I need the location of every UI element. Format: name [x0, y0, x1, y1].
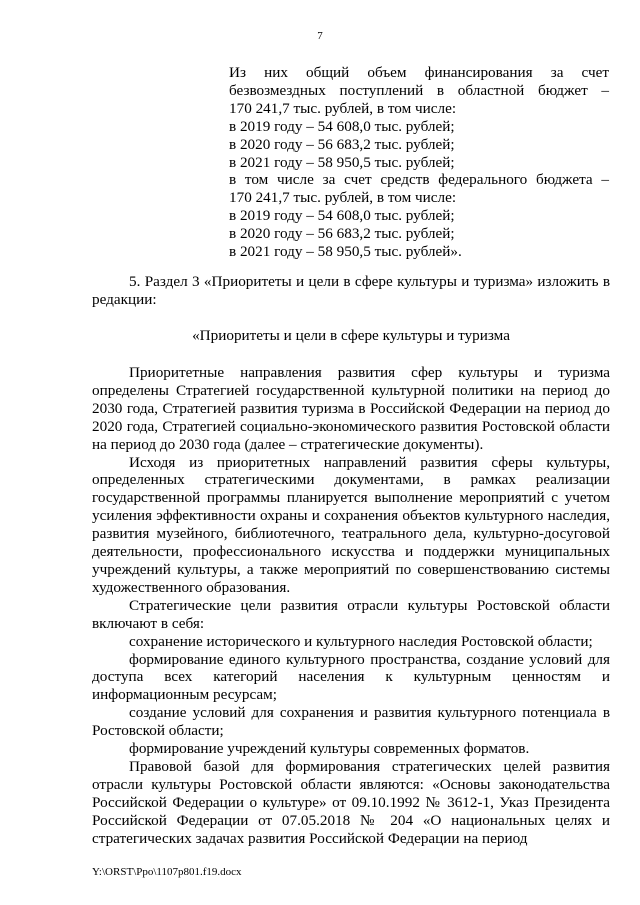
section-heading-block [92, 327, 610, 345]
footer-file-path: Y:\ORST\Ppo\1107p801.f19.docx [92, 866, 242, 878]
page-number: 7 [317, 30, 323, 42]
section5-intro-block [92, 273, 610, 309]
list-item: создание условий для сохранения и развития культурного потенциала в Ростовской области; [92, 704, 610, 740]
list-item: сохранение исторического и культурного наследия Ростовской области; [129, 632, 593, 650]
paragraph: Исходя из приоритетных направлений развития сферы культуры, определенных стратегическими документами, в рамках реализации государственной программы планируется выполнение мероприятий с учетом усиления эффективности охраны и сохранения объектов культурного наследия, развития музейного, библиотечного, театрального дела, культурно-досуговой деятельности, профессионального искусства и поддержки муниципальных учреждений культуры, а также мероприятий по совершенствованию системы художественного образования. [92, 453, 610, 596]
financing-line: Из них общий объем финансирования за счет [229, 64, 609, 81]
financing-line: в том числе за счет средств федерального бюджета – [229, 171, 609, 189]
financing-line: 170 241,7 тыс. рублей, в том числе: [229, 99, 457, 117]
financing-line: безвозмездных поступлений в областной бюджет – [229, 81, 609, 99]
financing-line: в 2021 году – 58 950,5 тыс. рублей; [229, 153, 455, 171]
section5-intro: 5. Раздел 3 «Приоритеты и цели в сфере культуры и туризма» изложить в редакции: [92, 273, 610, 308]
financing-line: в 2019 году – 54 608,0 тыс. рублей; [229, 117, 455, 135]
section-body [92, 364, 610, 847]
section-heading: «Приоритеты и цели в сфере культуры и туризма [192, 327, 510, 344]
list-item: формирование единого культурного пространства, создание условий для доступа всех категорий населения к культурным ценностям и информационным ресурсам; [92, 650, 610, 704]
financing-line: в 2020 году – 56 683,2 тыс. рублей; [229, 135, 455, 153]
paragraph: Стратегические цели развития отрасли культуры Ростовской области включают в себя: [92, 596, 610, 632]
financing-line: в 2021 году – 58 950,5 тыс. рублей». [229, 243, 462, 261]
financing-block [229, 64, 609, 261]
paragraph: Правовой базой для формирования стратегических целей развития отрасли культуры Ростовской области являются: «Основы законодательства Российской Федерации о культуре» от 09.10.1992 № 3612-1, Указ Президента Российской Федерации от 07.05.2018 № 204 «О национальных целях и стратегических задачах развития Российской Федерации на период [92, 757, 610, 847]
paragraph: Приоритетные направления развития сфер культуры и туризма определены Стратегией государственной культурной политики на период до 2030 года, Стратегией развития туризма в Российской Федерации на период до 2020 года, Стратегией социально-экономического развития Ростовской области на период до 2030 года (далее – стратегические документы). [92, 364, 610, 453]
list-item: формирование учреждений культуры современных форматов. [129, 740, 530, 758]
financing-line: в 2020 году – 56 683,2 тыс. рублей; [229, 225, 455, 243]
financing-line: 170 241,7 тыс. рублей, в том числе: [229, 189, 457, 207]
financing-line: в 2019 году – 54 608,0 тыс. рублей; [229, 207, 455, 225]
